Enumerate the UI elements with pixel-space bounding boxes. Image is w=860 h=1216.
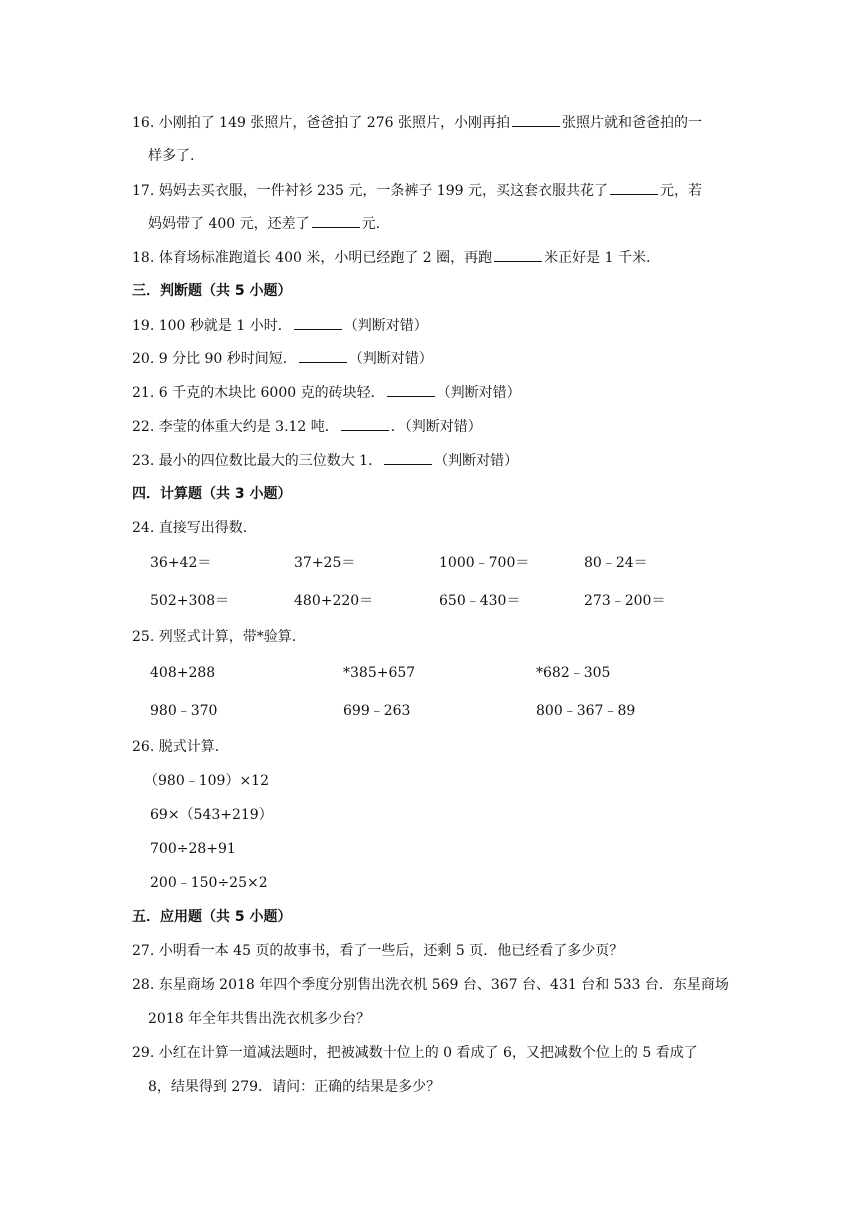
question-text: 样多了. (148, 148, 195, 164)
expression: 408+288 (150, 665, 216, 681)
question-text: 列竖式计算，带*验算. (158, 629, 297, 645)
question-number: 21. (132, 385, 155, 401)
expression: 980﹣370 (150, 703, 218, 719)
question-number: 27. (132, 943, 155, 959)
answer-blank[interactable] (341, 416, 389, 431)
question-text: 2018 年全年共售出洗衣机多少台？ (148, 1011, 371, 1027)
question-29-continued (148, 1077, 440, 1097)
question-text: 东星商场 2018 年四个季度分别售出洗衣机 569 台、367 台、431 台和 533 台．东星商场 (158, 977, 729, 993)
expression: *682﹣305 (536, 665, 611, 681)
expression: 699﹣263 (343, 703, 411, 719)
question-text: （判断对错） (343, 318, 428, 334)
answer-blank[interactable] (294, 315, 342, 330)
expression: 480+220＝ (294, 593, 374, 609)
question-number: 28. (132, 977, 155, 993)
question-text: 6 千克的木块比 6000 克的砖块轻． (158, 385, 385, 401)
question-text: 9 分比 90 秒时间短． (158, 351, 297, 367)
expression: 37+25＝ (294, 555, 356, 571)
question-18 (132, 247, 650, 268)
question-17 (132, 180, 702, 201)
question-22 (132, 416, 482, 437)
question-28 (132, 975, 729, 995)
answer-blank[interactable] (384, 450, 432, 465)
question-text: 妈妈去买衣服，一件衬衫 235 元，一条裤子 199 元，买这套衣服共花了 (158, 183, 608, 199)
question-text: （判断对错） (348, 351, 433, 367)
question-text: 最小的四位数比最大的三位数大 1． (158, 453, 383, 469)
question-21 (132, 382, 521, 403)
expression: 273﹣200＝ (584, 593, 666, 609)
question-text: 米正好是 1 千米. (544, 250, 651, 266)
question-text: （判断对错） (436, 385, 521, 401)
question-text: ．（判断对错） (390, 419, 482, 435)
question-number: 16. (132, 115, 155, 131)
question-number: 17. (132, 183, 155, 199)
question-28-continued (148, 1009, 370, 1029)
expression: 36+42＝ (150, 555, 212, 571)
section-heading-calculation: 四．计算题（共 3 小题） (132, 486, 292, 502)
question-number: 26. (132, 739, 155, 755)
expression: （980﹣109）×12 (144, 773, 269, 789)
question-text: 张照片就和爸爸拍的一 (561, 115, 702, 131)
question-number: 29. (132, 1045, 155, 1061)
expression: 1000﹣700＝ (439, 555, 530, 571)
expression: 650﹣430＝ (439, 593, 521, 609)
answer-blank[interactable] (312, 213, 360, 228)
question-text: 直接写出得数. (158, 520, 248, 536)
answer-blank[interactable] (512, 112, 560, 127)
answer-blank[interactable] (494, 247, 542, 262)
question-number: 18. (132, 250, 155, 266)
question-text: 100 秒就是 1 小时． (158, 318, 292, 334)
question-text: 8，结果得到 279．请问：正确的结果是多少？ (148, 1079, 441, 1095)
question-text: 脱式计算. (158, 739, 220, 755)
answer-blank[interactable] (610, 180, 658, 195)
question-25 (132, 627, 296, 647)
question-16-continued (148, 146, 194, 166)
expression: 800﹣367﹣89 (536, 703, 636, 719)
question-16 (132, 112, 702, 133)
question-text: 小红在计算一道减法题时，把被减数十位上的 0 看成了 6，又把减数个位上的 5 看成了 (158, 1045, 698, 1061)
question-29 (132, 1043, 698, 1063)
question-number: 25. (132, 629, 155, 645)
question-text: 元. (361, 216, 381, 232)
question-text: 小明看一本 45 页的故事书，看了一些后，还剩 5 页．他已经看了多少页？ (158, 943, 624, 959)
question-text: 元，若 (659, 183, 702, 199)
expression: *385+657 (343, 665, 416, 681)
expression: 80﹣24＝ (584, 555, 648, 571)
question-text: 体育场标准跑道长 400 米，小明已经跑了 2 圈，再跑 (158, 250, 493, 266)
question-26 (132, 737, 219, 757)
question-number: 23. (132, 453, 155, 469)
question-text: （判断对错） (434, 453, 519, 469)
question-text: 小刚拍了 149 张照片，爸爸拍了 276 张照片，小刚再拍 (158, 115, 510, 131)
expression: 69×（543+219） (150, 807, 273, 823)
question-number: 20. (132, 351, 155, 367)
answer-blank[interactable] (387, 382, 435, 397)
question-number: 24. (132, 520, 155, 536)
answer-blank[interactable] (299, 348, 347, 363)
question-23 (132, 450, 518, 471)
question-27 (132, 941, 623, 961)
expression: 200﹣150÷25×2 (150, 875, 268, 891)
question-number: 19. (132, 318, 155, 334)
expression: 700÷28+91 (150, 841, 236, 857)
question-20 (132, 348, 433, 369)
expression: 502+308＝ (150, 593, 230, 609)
section-heading-application: 五．应用题（共 5 小题） (132, 909, 292, 925)
question-17-continued (148, 213, 380, 234)
section-heading-judgement: 三．判断题（共 5 小题） (132, 283, 292, 299)
question-number: 22. (132, 419, 155, 435)
question-text: 妈妈带了 400 元，还差了 (148, 216, 310, 232)
question-19 (132, 315, 428, 336)
question-24 (132, 518, 247, 538)
question-text: 李莹的体重大约是 3.12 吨． (158, 419, 339, 435)
